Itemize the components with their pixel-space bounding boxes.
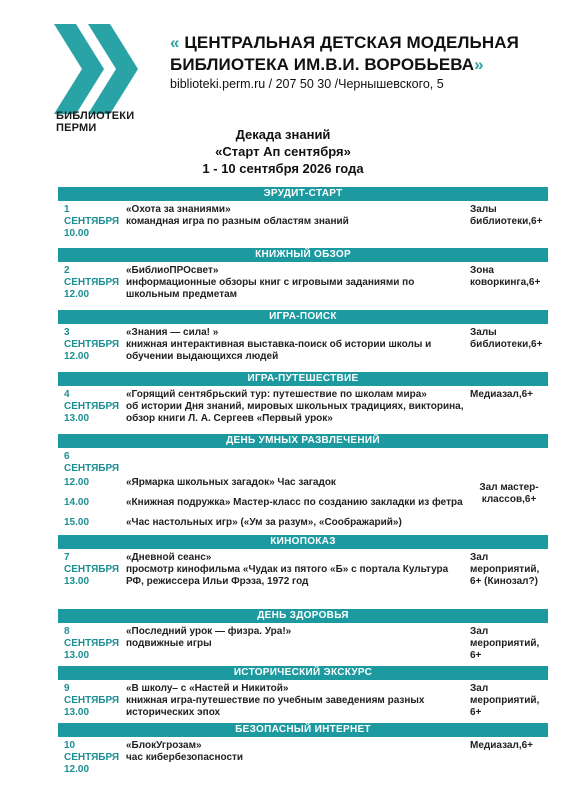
org-name-text-1: ЦЕНТРАЛЬНАЯ ДЕТСКАЯ МОДЕЛЬНАЯ [184,33,519,52]
program-section [58,187,548,248]
section-header: БЕЗОПАСНЫЙ ИНТЕРНЕТ [58,723,548,737]
event-day: 3 [64,327,70,338]
event-description [124,324,468,372]
section-body [58,623,548,666]
event-description [124,680,468,723]
event-name: «Охота за знаниями» [126,204,231,215]
section-body [58,201,548,248]
section-body [58,324,548,372]
event-name: «В школу– с «Настей и Никитой» [126,683,289,694]
event-month: СЕНТЯБРЯ [64,638,120,649]
section-header: ДЕНЬ УМНЫХ РАЗВЛЕЧЕНИЙ [58,434,548,448]
event-details: «Ярмарка школьных загадок» Час загадок [126,477,336,488]
event-title-line-3: 1 - 10 сентября 2026 года [202,161,364,176]
program-section [58,248,548,310]
program-section [58,535,548,609]
event-details: подвижные игры [126,638,212,649]
event-time: 13.00 [64,650,90,661]
contacts: biblioteki.perm.ru / 207 50 30 /Чернышевского, 5 [170,77,444,91]
section-header: ДЕНЬ ЗДОРОВЬЯ [58,609,548,623]
event-title-line-1: Декада знаний [235,127,331,142]
section-body [58,549,548,609]
event-details: книжная интерактивная выставка-поиск об истории школы и обучении выдающихся людей [126,339,432,362]
event-description [124,201,468,248]
section-body [58,448,548,535]
org-name-text-2: БИБЛИОТЕКА ИМ.В.И. ВОРОБЬЕВА [170,55,475,74]
event-month: СЕНТЯБРЯ [64,339,120,350]
logo-text-line-2: ПЕРМИ [56,122,97,134]
event-name: «Последний урок — физра. Ура!» [126,626,292,637]
event-details: «Час настольных игр» («Ум за разум», «Соображарий») [126,517,402,528]
logo-text-line-1: БИБЛИОТЕКИ [56,110,135,122]
event-date [58,324,124,372]
library-chevron-logo-icon [54,24,150,114]
section-header: ИГРА-ПУТЕШЕСТВИЕ [58,372,548,386]
org-name-line-1 [170,32,550,54]
event-date [58,201,124,248]
event-details: «Книжная подружка» Мастер-класс по созданию закладки из фетра [126,497,463,508]
event-time: 12.00 [64,477,90,488]
program-section [58,723,548,783]
event-date [58,680,124,723]
event-time: 13.00 [64,576,90,587]
event-date [58,549,124,609]
section-body [58,262,548,310]
event-day: 10 [64,740,76,751]
event-place: Зона коворкинга,6+ [470,265,541,288]
organization-header [170,32,550,91]
program-section [58,666,548,723]
event-place: Зал мероприятий, 6+ [470,683,540,718]
program-section [58,434,548,535]
program-schedule [58,187,548,783]
event-date [58,386,124,434]
event-day: 4 [64,389,70,400]
event-month: СЕНТЯБРЯ [64,277,120,288]
program-section [58,310,548,372]
event-place: Зал мероприятий, 6+ (Кинозал?) [470,552,540,587]
section-header: ИСТОРИЧЕСКИЙ ЭКСКУРС [58,666,548,680]
event-time: 15.00 [64,517,90,528]
event-description [124,623,468,666]
section-body [58,680,548,723]
event-month: СЕНТЯБРЯ [64,401,120,412]
event-date [58,448,124,475]
event-month: СЕНТЯБРЯ [64,564,120,575]
section-header: КИНОПОКАЗ [58,535,548,549]
event-description [124,386,468,434]
event-name: «БиблиоПРОсвет» [126,265,219,276]
event-place: Зал мастер-классов,6+ [479,482,539,505]
event-month: СЕНТЯБРЯ [64,463,120,474]
event-place: Залы библиотеки,6+ [470,204,543,227]
open-quote-mark: « [170,33,180,52]
event-time: 12.00 [64,764,90,775]
event-title [0,126,566,177]
event-date [58,262,124,310]
event-month: СЕНТЯБРЯ [64,216,120,227]
event-day: 1 [64,204,70,215]
multi-event-list [58,448,468,535]
event-time: 12.00 [64,289,90,300]
event-description [124,262,468,310]
event-place: Медиазал,6+ [470,389,534,400]
section-header: ЭРУДИТ-СТАРТ [58,187,548,201]
event-name: «Знания — сила! » [126,327,219,338]
list-item [58,517,468,529]
section-body [58,386,548,434]
event-place: Зал мероприятий, 6+ [470,626,540,661]
event-place: Залы библиотеки,6+ [470,327,543,350]
event-details: час кибербезопасности [126,752,244,763]
event-name: «БлокУгрозам» [126,740,202,751]
event-day: 8 [64,626,70,637]
event-name: «Дневной сеанс» [126,552,212,563]
section-header: КНИЖНЫЙ ОБЗОР [58,248,548,262]
event-date [58,737,124,783]
event-details: командная игра по разным областям знаний [126,216,349,227]
program-section [58,609,548,666]
event-time: 13.00 [64,707,90,718]
event-name: «Горящий сентябрьский тур: путешествие по школам мира» [126,389,427,400]
list-item [58,497,468,509]
section-header: ИГРА-ПОИСК [58,310,548,324]
event-day: 7 [64,552,70,563]
event-month: СЕНТЯБРЯ [64,752,120,763]
event-description [124,549,468,609]
close-quote-mark: » [474,55,484,74]
event-day: 2 [64,265,70,276]
event-details: книжная игра-путешествие по учебным заведениям разных исторических эпох [126,695,425,718]
event-time: 14.00 [64,497,90,508]
event-description [124,737,468,783]
event-details: информационные обзоры книг с игровыми заданиями по школьным предметам [126,277,415,300]
event-month: СЕНТЯБРЯ [64,695,120,706]
event-title-line-2: «Старт Ап сентября» [215,144,351,159]
section-body [58,737,548,783]
event-time: 10.00 [64,228,90,239]
event-time: 13.00 [64,413,90,424]
event-details: об истории Дня знаний, мировых школьных традициях, викторина, обзор книги Л. А. Сергеев «Первый урок» [126,401,464,424]
list-item [58,477,468,489]
event-time: 12.00 [64,351,90,362]
program-section [58,372,548,434]
event-date [58,623,124,666]
event-place: Медиазал,6+ [470,740,534,751]
event-day: 9 [64,683,70,694]
org-name-line-2 [170,54,550,76]
event-day: 6 [64,451,70,462]
event-details: просмотр кинофильма «Чудак из пятого «Б» с портала Культура РФ, режиссера Ильи Фрэза, 1972 год [126,564,449,587]
